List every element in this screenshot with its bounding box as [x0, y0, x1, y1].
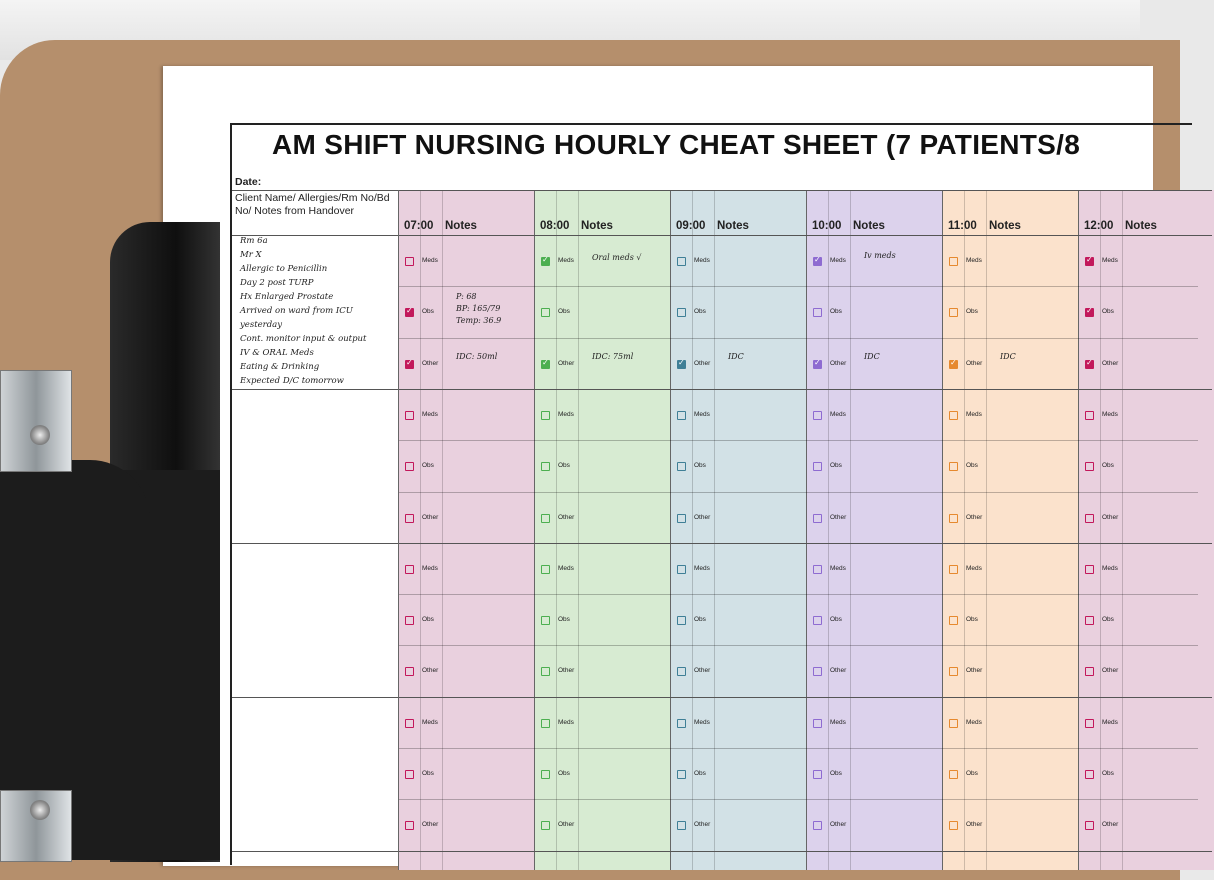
handwritten-note: Iv meds — [864, 251, 896, 260]
checkbox[interactable] — [813, 462, 822, 471]
checkbox[interactable] — [541, 770, 550, 779]
checkbox-label: Obs — [830, 308, 842, 316]
checkbox-label: Obs — [558, 616, 570, 624]
checkbox[interactable] — [813, 616, 822, 625]
checkbox-label: Other — [966, 359, 983, 367]
checkbox[interactable] — [813, 821, 822, 830]
label-divider — [850, 190, 851, 870]
checkbox-label: Other — [830, 513, 847, 521]
checkbox[interactable] — [541, 360, 550, 369]
checkbox[interactable] — [949, 667, 958, 676]
checkbox-label: Other — [966, 513, 983, 521]
checkbox-label: Obs — [558, 308, 570, 316]
checkbox-label: Obs — [694, 462, 706, 470]
client-note-line: Hx Enlarged Prostate — [240, 292, 334, 302]
checkbox[interactable] — [405, 308, 414, 317]
checkbox[interactable] — [677, 667, 686, 676]
notes-header: Notes — [445, 220, 477, 232]
client-note-line: Arrived on ward from ICU — [240, 306, 353, 316]
row-divider — [398, 748, 1198, 749]
checkbox[interactable] — [677, 616, 686, 625]
checkbox[interactable] — [541, 821, 550, 830]
checkbox-label: Obs — [694, 308, 706, 316]
notes-header: Notes — [581, 220, 613, 232]
checkbox[interactable] — [677, 770, 686, 779]
handwritten-note: IDC — [728, 351, 744, 361]
checkbox[interactable] — [949, 821, 958, 830]
checkbox[interactable] — [949, 411, 958, 420]
checkbox-label: Other — [558, 667, 575, 675]
checkbox-label: Other — [422, 821, 439, 829]
patient-1-client-notes — [240, 234, 366, 388]
row-divider — [398, 492, 1198, 493]
checkbox[interactable] — [1085, 308, 1094, 317]
checkbox[interactable] — [677, 308, 686, 317]
checkbox-label: Other — [422, 359, 439, 367]
row-divider — [398, 286, 1198, 287]
checkbox-label: Meds — [558, 257, 574, 264]
checkbox-divider — [1100, 190, 1101, 870]
column-divider — [534, 190, 535, 870]
row-divider — [232, 543, 1212, 544]
client-note-line: Rm 6a — [240, 236, 268, 246]
checkbox-label: Meds — [830, 564, 846, 572]
checkbox[interactable] — [405, 257, 414, 266]
checkbox-label: Meds — [422, 718, 438, 726]
checkbox-divider — [556, 190, 557, 870]
notes-header: Notes — [989, 220, 1021, 232]
checkbox[interactable] — [677, 821, 686, 830]
checkbox-label: Obs — [694, 770, 706, 777]
checkbox[interactable] — [813, 719, 822, 728]
client-note-line: Cont. monitor input & output — [240, 334, 367, 344]
checkbox[interactable] — [949, 462, 958, 471]
checkbox-label: Meds — [830, 718, 846, 726]
checkbox-label: Obs — [830, 462, 842, 470]
checkbox[interactable] — [541, 667, 550, 676]
handwritten-note: Oral meds √ — [592, 253, 642, 262]
row-divider — [232, 235, 1212, 236]
checkbox[interactable] — [405, 719, 414, 728]
notes-header: Notes — [717, 220, 749, 232]
hour-label-09:00: 09:00 — [676, 220, 706, 232]
checkbox[interactable] — [813, 514, 822, 523]
checkbox[interactable] — [1085, 719, 1094, 728]
notes-header: Notes — [1125, 220, 1157, 232]
checkbox-label: Obs — [830, 616, 842, 624]
row-divider — [398, 799, 1198, 800]
checkbox[interactable] — [405, 565, 414, 574]
checkbox[interactable] — [1085, 360, 1094, 369]
clip-rivet-bottom — [30, 800, 50, 820]
checkbox[interactable] — [813, 770, 822, 779]
checkbox[interactable] — [1085, 616, 1094, 625]
checkbox[interactable] — [1085, 257, 1094, 266]
checkbox-label: Other — [558, 821, 575, 829]
checkbox[interactable] — [1085, 514, 1094, 523]
checkbox[interactable] — [405, 411, 414, 420]
checkbox[interactable] — [541, 514, 550, 523]
checkbox-label: Meds — [694, 718, 710, 726]
checkbox[interactable] — [813, 411, 822, 420]
checkbox-label: Obs — [1102, 616, 1114, 624]
hour-column-12:00 — [1078, 190, 1214, 870]
label-divider — [986, 190, 987, 870]
checkbox-label: Meds — [422, 410, 438, 418]
checkbox[interactable] — [541, 411, 550, 420]
checkbox[interactable] — [813, 360, 822, 369]
hour-column-10:00 — [806, 190, 942, 870]
checkbox[interactable] — [949, 770, 958, 779]
row-divider — [232, 697, 1212, 698]
hour-column-11:00 — [942, 190, 1078, 870]
checkbox-label: Other — [422, 667, 439, 675]
checkbox[interactable] — [405, 821, 414, 830]
checkbox[interactable] — [405, 667, 414, 676]
checkbox-label: Other — [558, 513, 575, 521]
client-column-divider — [398, 190, 399, 870]
checkbox[interactable] — [949, 719, 958, 728]
checkbox[interactable] — [1085, 667, 1094, 676]
label-divider — [442, 190, 443, 870]
checkbox-label: Other — [830, 359, 847, 367]
checkbox[interactable] — [541, 462, 550, 471]
checkbox-divider — [964, 190, 965, 870]
checkbox-label: Meds — [558, 718, 574, 726]
checkbox-label: Obs — [966, 308, 978, 316]
clip-rivet-top — [30, 425, 50, 445]
client-note-line: Day 2 post TURP — [240, 278, 314, 288]
checkbox[interactable] — [1085, 770, 1094, 779]
checkbox[interactable] — [677, 462, 686, 471]
client-note-line: Eating & Drinking — [240, 362, 320, 372]
checkbox-label: Other — [558, 359, 575, 367]
checkbox-label: Obs — [422, 462, 434, 470]
checkbox-label: Obs — [966, 770, 978, 777]
checkbox-label: Meds — [966, 564, 982, 572]
checkbox-label: Obs — [558, 770, 570, 777]
checkbox-label: Obs — [1102, 308, 1114, 316]
checkbox[interactable] — [677, 257, 686, 266]
date-label: Date: — [235, 176, 262, 188]
hour-label-10:00: 10:00 — [812, 220, 842, 232]
checkbox[interactable] — [677, 360, 686, 369]
checkbox-label: Other — [830, 821, 847, 829]
checkbox[interactable] — [405, 360, 414, 369]
checkbox-label: Meds — [966, 410, 982, 418]
checkbox-label: Other — [694, 667, 711, 675]
checkbox-label: Meds — [966, 257, 982, 264]
handwritten-note: IDC: 50ml — [456, 351, 498, 361]
checkbox-label: Obs — [422, 616, 434, 624]
checkbox[interactable] — [1085, 565, 1094, 574]
handwritten-note: IDC: 75ml — [592, 351, 634, 361]
checkbox[interactable] — [541, 257, 550, 266]
column-divider — [806, 190, 807, 870]
checkbox-label: Other — [1102, 359, 1119, 367]
column-divider — [1078, 190, 1079, 870]
label-divider — [1122, 190, 1123, 870]
row-divider — [232, 389, 1212, 390]
checkbox[interactable] — [813, 667, 822, 676]
checkbox-label: Other — [694, 513, 711, 521]
client-note-line: Allergic to Penicillin — [240, 264, 328, 274]
checkbox[interactable] — [813, 565, 822, 574]
checkbox-label: Obs — [966, 462, 978, 470]
hour-column-09:00 — [670, 190, 806, 870]
checkbox-divider — [828, 190, 829, 870]
checkbox[interactable] — [677, 514, 686, 523]
clip-hinge-top — [0, 370, 72, 472]
checkbox[interactable] — [1085, 462, 1094, 471]
checkbox[interactable] — [677, 411, 686, 420]
checkbox-label: Obs — [422, 308, 434, 316]
checkbox[interactable] — [949, 565, 958, 574]
checkbox-label: Meds — [966, 718, 982, 726]
row-divider — [398, 440, 1198, 441]
cheat-sheet-table — [230, 123, 1192, 865]
handwritten-note: P: 68 — [456, 292, 477, 302]
row-divider — [398, 594, 1198, 595]
sheet-title: AM SHIFT NURSING HOURLY CHEAT SHEET (7 PATIENTS/8 — [272, 129, 1081, 160]
handwritten-note: IDC — [864, 351, 880, 361]
checkbox-label: Obs — [422, 770, 434, 777]
checkbox-label: Other — [830, 667, 847, 675]
notes-header: Notes — [853, 220, 885, 232]
header-top-line — [232, 190, 1212, 191]
row-divider — [398, 645, 1198, 646]
hour-label-07:00: 07:00 — [404, 220, 434, 232]
checkbox[interactable] — [813, 308, 822, 317]
checkbox[interactable] — [949, 257, 958, 266]
checkbox-divider — [420, 190, 421, 870]
checkbox-label: Other — [966, 667, 983, 675]
checkbox[interactable] — [677, 719, 686, 728]
checkbox[interactable] — [405, 616, 414, 625]
checkbox[interactable] — [405, 462, 414, 471]
checkbox-label: Meds — [694, 410, 710, 418]
handwritten-note: IDC — [1000, 351, 1016, 361]
checkbox-label: Other — [694, 359, 711, 367]
client-note-line: yesterday — [240, 320, 283, 330]
checkbox-label: Meds — [830, 410, 846, 418]
checkbox[interactable] — [1085, 411, 1094, 420]
client-note-line: Expected D/C tomorrow — [240, 376, 344, 386]
handwritten-note: Temp: 36.9 — [456, 316, 502, 326]
row-divider — [232, 851, 1212, 852]
column-divider — [942, 190, 943, 870]
checkbox-label: Meds — [1102, 257, 1118, 264]
column-divider — [670, 190, 671, 870]
checkbox-label: Obs — [694, 616, 706, 624]
checkbox-label: Other — [1102, 513, 1119, 521]
checkbox-label: Meds — [830, 257, 846, 264]
hour-label-12:00: 12:00 — [1084, 220, 1114, 232]
checkbox[interactable] — [949, 514, 958, 523]
checkbox-label: Meds — [422, 564, 438, 572]
checkbox-label: Other — [422, 513, 439, 521]
hour-label-11:00: 11:00 — [948, 220, 977, 232]
checkbox[interactable] — [949, 616, 958, 625]
checkbox-label: Obs — [830, 770, 842, 777]
checkbox-divider — [692, 190, 693, 870]
checkbox[interactable] — [677, 565, 686, 574]
label-divider — [578, 190, 579, 870]
checkbox-label: Meds — [422, 257, 438, 264]
checkbox-label: Meds — [1102, 718, 1118, 726]
checkbox[interactable] — [405, 770, 414, 779]
hour-label-08:00: 08:00 — [540, 220, 570, 232]
checkbox-label: Obs — [1102, 462, 1114, 470]
checkbox[interactable] — [949, 308, 958, 317]
checkbox[interactable] — [541, 719, 550, 728]
checkbox[interactable] — [1085, 821, 1094, 830]
client-note-line: IV & ORAL Meds — [240, 348, 314, 358]
checkbox-label: Meds — [558, 410, 574, 418]
label-divider — [714, 190, 715, 870]
checkbox-label: Meds — [694, 564, 710, 572]
checkbox-label: Meds — [694, 257, 710, 264]
checkbox[interactable] — [405, 514, 414, 523]
checkbox-label: Other — [966, 821, 983, 829]
handwritten-note: BP: 165/79 — [456, 304, 501, 314]
client-header: Client Name/ Allergies/Rm No/Bd No/ Notes from Handover — [235, 192, 390, 217]
checkbox-label: Other — [1102, 821, 1119, 829]
checkbox-label: Obs — [966, 616, 978, 624]
checkbox[interactable] — [813, 257, 822, 266]
hour-column-08:00 — [534, 190, 670, 870]
checkbox-label: Other — [1102, 667, 1119, 675]
checkbox-label: Other — [694, 821, 711, 829]
checkbox-label: Obs — [1102, 770, 1114, 777]
checkbox-label: Obs — [558, 462, 570, 470]
checkbox[interactable] — [541, 565, 550, 574]
checkbox[interactable] — [949, 360, 958, 369]
checkbox-label: Meds — [1102, 564, 1118, 572]
checkbox[interactable] — [541, 616, 550, 625]
row-divider — [398, 338, 1198, 339]
checkbox-label: Meds — [1102, 410, 1118, 418]
checkbox[interactable] — [541, 308, 550, 317]
client-note-line: Mr X — [240, 250, 262, 260]
checkbox-label: Meds — [558, 564, 574, 572]
